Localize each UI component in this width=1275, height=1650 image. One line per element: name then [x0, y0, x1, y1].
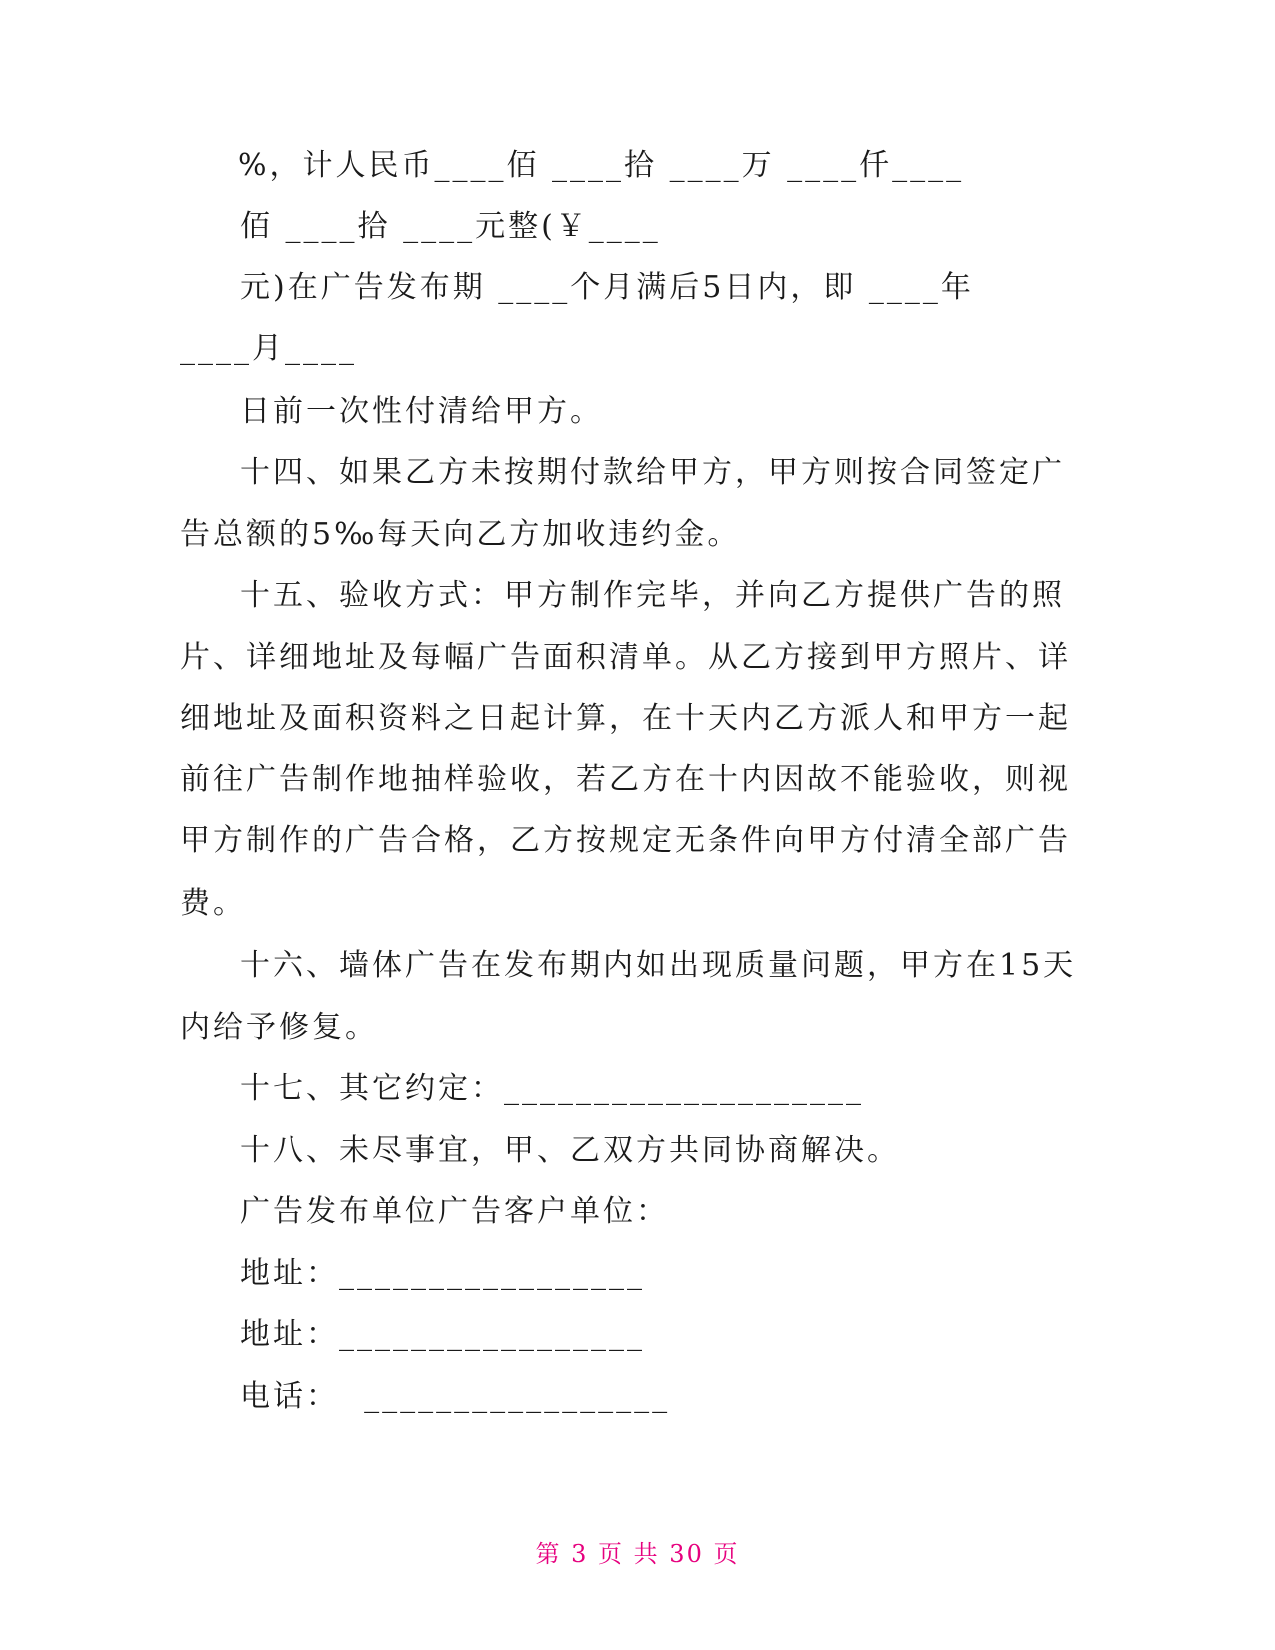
text-line: 内给予修复。	[180, 1010, 378, 1045]
text-line: 甲方制作的广告合格，乙方按规定无条件向甲方付清全部广告	[180, 823, 1071, 858]
text-line: 元)在广告发布期 ____个月满后5日内，即 ____年	[240, 270, 974, 305]
text-line: 十四、如果乙方未按期付款给甲方，甲方则按合同签定广	[240, 455, 1065, 490]
text-line: 十八、未尽事宜，甲、乙双方共同协商解决。	[240, 1133, 900, 1168]
text-line: %，计人民币____佰 ____拾 ____万 ____仟____	[238, 148, 965, 183]
text-line: 日前一次性付清给甲方。	[240, 394, 603, 429]
text-line: 电话： _________________	[240, 1379, 671, 1414]
text-line: ____月____	[180, 331, 357, 366]
text-line: 广告发布单位广告客户单位：	[240, 1194, 669, 1229]
text-line: 片、详细地址及每幅广告面积清单。从乙方接到甲方照片、详	[180, 640, 1071, 675]
text-line: 告总额的5‰每天向乙方加收违约金。	[180, 517, 741, 552]
page-number-footer: 第 3 页 共 30 页	[535, 1540, 740, 1568]
text-line: 地址：_________________	[240, 1317, 645, 1352]
text-line: 前往广告制作地抽样验收，若乙方在十内因故不能验收，则视	[180, 762, 1071, 797]
text-line: 十七、其它约定：____________________	[240, 1071, 864, 1106]
text-line: 细地址及面积资料之日起计算，在十天内乙方派人和甲方一起	[180, 701, 1071, 736]
text-line: 费。	[180, 886, 246, 921]
text-line: 十五、验收方式：甲方制作完毕，并向乙方提供广告的照	[240, 578, 1065, 613]
text-line: 地址：_________________	[240, 1256, 645, 1291]
text-line: 佰 ____拾 ____元整(￥____	[240, 209, 661, 244]
text-line: 十六、墙体广告在发布期内如出现质量问题，甲方在15天	[240, 948, 1077, 983]
